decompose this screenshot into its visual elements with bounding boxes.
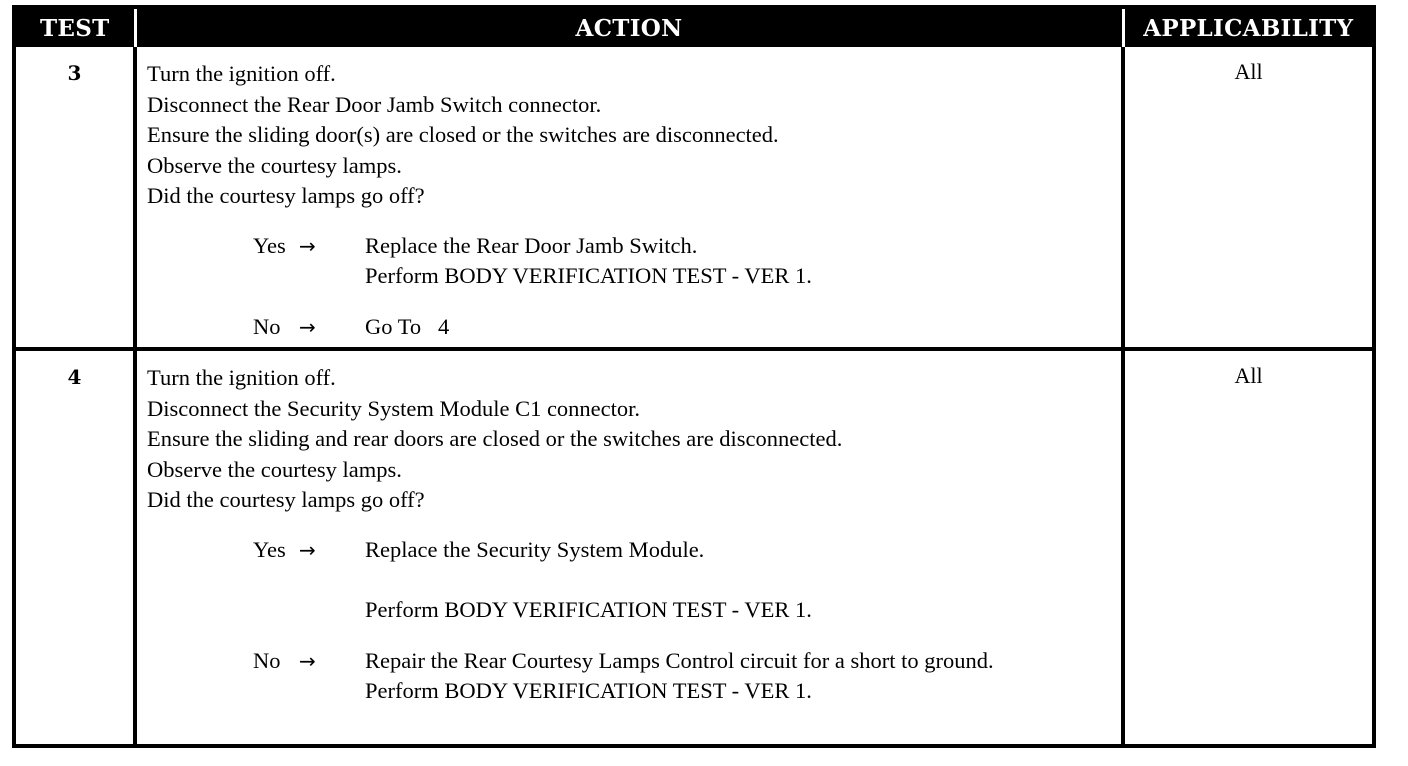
result-line: Perform BODY VERIFICATION TEST - VER 1.: [365, 597, 812, 622]
result-line: Replace the Rear Door Jamb Switch.: [365, 232, 698, 258]
test-number-cell: [16, 349, 135, 745]
step-question: Did the courtesy lamps go off?: [147, 487, 425, 512]
no-result: [365, 646, 1115, 707]
yes-label: Yes: [253, 232, 286, 258]
table-row: [16, 349, 1372, 745]
table-header: [16, 9, 1372, 47]
arrow-right-icon: →: [299, 233, 316, 258]
no-label: No: [253, 647, 281, 673]
step-text: Ensure the sliding and rear doors are closed or the switches are disconnected.: [147, 426, 843, 451]
step-text: Disconnect the Rear Door Jamb Switch connector.: [147, 91, 602, 117]
test-number: 4: [67, 365, 82, 389]
step-question: Did the courtesy lamps go off?: [147, 183, 425, 208]
yes-branch: [253, 535, 1115, 626]
yes-label: Yes: [253, 536, 286, 562]
arrow-right-icon: →: [299, 648, 316, 673]
header-test: TEST: [16, 9, 135, 47]
no-branch: [253, 646, 1115, 707]
no-branch: [253, 312, 1115, 343]
step-text: Disconnect the Security System Module C1 connector.: [147, 395, 641, 421]
result-line: Perform BODY VERIFICATION TEST - VER 1.: [365, 263, 812, 288]
step-text: Turn the ignition off.: [147, 365, 336, 390]
test-table: [16, 9, 1372, 745]
applicability-cell: [1123, 47, 1372, 349]
table-row: [16, 47, 1372, 349]
diagnostic-table: [12, 5, 1376, 748]
step-text: Ensure the sliding door(s) are closed or the switches are disconnected.: [147, 122, 779, 147]
action-cell: [135, 47, 1123, 349]
yes-result: [365, 231, 1115, 292]
header-applicability: APPLICABILITY: [1123, 9, 1372, 47]
result-line: Repair the Rear Courtesy Lamps Control circuit for a short to ground.: [365, 647, 994, 673]
arrow-right-icon: →: [299, 314, 316, 339]
action-content: [137, 47, 1121, 342]
result-line: Replace the Security System Module.: [365, 536, 705, 562]
step-text: Observe the courtesy lamps.: [147, 456, 402, 482]
applicability-value: All: [1234, 59, 1263, 84]
result-line: Perform BODY VERIFICATION TEST - VER 1.: [365, 678, 812, 703]
yes-result: [365, 535, 1115, 626]
action-cell: [135, 349, 1123, 745]
header-row: [16, 9, 1372, 47]
table-body: [16, 47, 1372, 745]
applicability-value: All: [1234, 363, 1263, 388]
action-content: [137, 351, 1121, 707]
header-action: ACTION: [135, 9, 1123, 47]
arrow-right-icon: →: [299, 537, 316, 562]
test-number: 3: [67, 61, 82, 85]
step-text: Observe the courtesy lamps.: [147, 152, 402, 178]
no-label: No: [253, 313, 281, 339]
goto-link[interactable]: Go To 4: [365, 313, 450, 339]
step-text: Turn the ignition off.: [147, 61, 336, 86]
applicability-cell: [1123, 349, 1372, 745]
test-number-cell: [16, 47, 135, 349]
yes-branch: [253, 231, 1115, 292]
no-result: [365, 312, 1115, 343]
